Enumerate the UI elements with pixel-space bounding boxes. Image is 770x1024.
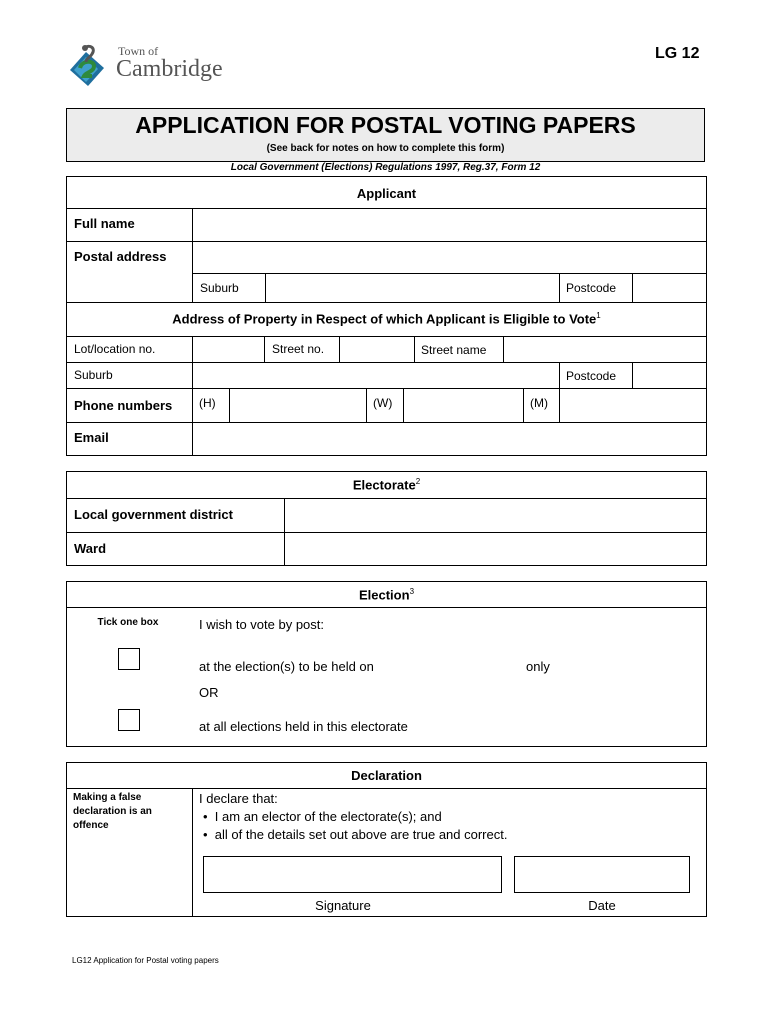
wish-to-vote-label: I wish to vote by post:	[199, 617, 325, 632]
full-name-field[interactable]	[193, 209, 706, 241]
full-name-label: Full name	[74, 216, 135, 231]
phone-mobile-label: (M)	[530, 396, 548, 410]
district-field[interactable]	[285, 499, 706, 531]
declare-label: I declare that:	[199, 791, 278, 806]
swan-logo-icon	[64, 42, 114, 90]
phone-home-field[interactable]	[230, 389, 365, 422]
election-date-field[interactable]	[400, 654, 518, 676]
postcode-field[interactable]	[633, 274, 706, 302]
suburb-field[interactable]	[266, 274, 558, 302]
lot-label: Lot/location no.	[74, 342, 156, 356]
all-elections-checkbox[interactable]	[118, 709, 140, 731]
phone-home-label: (H)	[199, 396, 216, 410]
date-label: Date	[588, 898, 616, 913]
declaration-bullet-1: • I am an elector of the electorate(s); and	[203, 809, 442, 824]
applicant-heading: Applicant	[356, 186, 417, 201]
lot-field[interactable]	[193, 337, 263, 362]
election-heading: Election$^3$	[358, 587, 415, 603]
false-declaration-warning: Making a false declaration is an offence	[73, 792, 152, 831]
street-name-field[interactable]	[504, 337, 706, 362]
suburb-label: Suburb	[200, 281, 239, 295]
phone-work-field[interactable]	[404, 389, 522, 422]
tick-one-box-label: Tick one box	[97, 617, 159, 628]
postcode-label: Postcode	[566, 281, 617, 295]
option-specific-election-label: at the election(s) to be held on	[199, 659, 374, 674]
ward-label: Ward	[74, 541, 107, 556]
logo-cambridge: Cambridge	[116, 56, 223, 82]
footer-text: LG12 Application for Postal voting papers	[72, 956, 219, 965]
street-no-label: Street no.	[272, 342, 325, 356]
electorate-heading: Electorate$^2$	[352, 477, 421, 493]
ward-field[interactable]	[285, 533, 706, 565]
regulation-reference: Local Government (Elections) Regulations 1997, Reg.37, Form 12	[230, 162, 541, 173]
date-field[interactable]	[514, 856, 690, 893]
postal-address-label: Postal address	[74, 249, 167, 264]
page-subtitle: (See back for notes on how to complete this form)	[266, 143, 505, 154]
town-logo	[64, 40, 244, 92]
declaration-bullet-2: • all of the details set out above are true and correct.	[203, 827, 508, 842]
district-label: Local government district	[74, 507, 233, 522]
property-suburb-field[interactable]	[193, 363, 558, 388]
phone-numbers-label: Phone numbers	[74, 398, 173, 413]
property-address-heading: Address of Property in Respect of which Applicant is Eligible to Vote$^1$	[172, 311, 601, 327]
option-all-elections-label: at all elections held in this electorate	[199, 719, 408, 734]
signature-label: Signature	[315, 898, 371, 913]
street-no-field[interactable]	[340, 337, 413, 362]
property-postcode-label: Postcode	[566, 369, 617, 383]
phone-mobile-field[interactable]	[560, 389, 706, 422]
email-label: Email	[74, 430, 109, 445]
only-label: only	[526, 659, 550, 674]
logo-town-of: Town of	[118, 44, 159, 58]
signature-field[interactable]	[203, 856, 502, 893]
form-code: LG 12	[655, 45, 700, 62]
postal-address-field[interactable]	[193, 242, 706, 273]
property-postcode-field[interactable]	[633, 363, 706, 388]
property-suburb-label: Suburb	[74, 368, 113, 382]
email-field[interactable]	[193, 423, 706, 455]
page-title: APPLICATION FOR POSTAL VOTING PAPERS	[135, 112, 636, 138]
street-name-label: Street name	[421, 343, 487, 357]
election-specific-checkbox[interactable]	[118, 648, 140, 670]
declaration-heading: Declaration	[351, 768, 422, 783]
phone-work-label: (W)	[373, 396, 393, 410]
or-label: OR	[199, 685, 219, 700]
